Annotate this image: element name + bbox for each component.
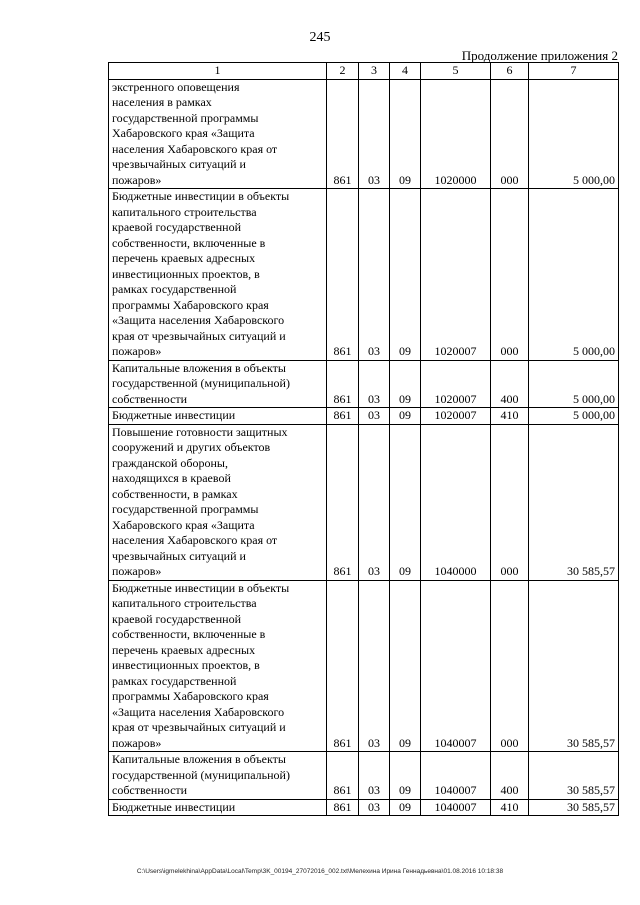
row-description xyxy=(109,408,327,425)
row-code-5: 1020007 xyxy=(421,360,491,408)
row-code-3: 03 xyxy=(359,799,390,816)
row-code-2: 861 xyxy=(327,424,359,580)
description-line: Капитальные вложения в объекты xyxy=(112,360,286,375)
description-line: собственности, включенные в xyxy=(112,235,266,250)
row-code-4: 09 xyxy=(390,79,421,189)
budget-table xyxy=(108,62,619,816)
description-line: капитального строительства xyxy=(112,204,257,219)
description-line: сооружений и других объектов xyxy=(112,440,271,454)
row-amount: 30 585,57 xyxy=(529,424,619,580)
row-description xyxy=(109,752,327,800)
row-code-2: 861 xyxy=(327,408,359,425)
description-line: «Защита населения Хабаровского xyxy=(112,313,285,327)
description-line: перечень краевых адресных xyxy=(112,642,256,657)
row-amount: 5 000,00 xyxy=(529,360,619,408)
header-col-3: 3 xyxy=(359,63,390,80)
row-code-3: 03 xyxy=(359,360,390,408)
description-line: государственной программы xyxy=(112,110,259,125)
description-line: края от чрезвычайных ситуаций и xyxy=(112,328,286,343)
description-line: краевой государственной xyxy=(112,611,242,626)
description-line: Повышение готовности защитных xyxy=(112,424,288,439)
row-amount: 5 000,00 xyxy=(529,408,619,425)
header-col-5: 5 xyxy=(421,63,491,80)
description-line: инвестиционных проектов, в xyxy=(112,266,260,281)
row-code-4: 09 xyxy=(390,580,421,752)
row-code-5: 1040007 xyxy=(421,752,491,800)
row-code-6: 000 xyxy=(491,189,529,361)
row-code-4: 09 xyxy=(390,360,421,408)
description-line: капитального строительства xyxy=(112,596,257,610)
row-code-6: 400 xyxy=(491,360,529,408)
description-line: чрезвычайных ситуаций и xyxy=(112,157,246,171)
description-line: пожаров» xyxy=(112,172,162,187)
row-amount: 30 585,57 xyxy=(529,580,619,752)
description-line: рамках государственной xyxy=(112,673,237,688)
row-code-5: 1020007 xyxy=(421,408,491,425)
description-line: Капитальные вложения в объекты xyxy=(112,752,286,766)
header-col-1: 1 xyxy=(109,63,327,80)
row-description xyxy=(109,360,327,408)
row-code-3: 03 xyxy=(359,79,390,189)
description-line: рамках государственной xyxy=(112,282,237,296)
table-body xyxy=(109,79,619,816)
description-line: краевой государственной xyxy=(112,220,242,234)
row-code-2: 861 xyxy=(327,79,359,189)
description-line: края от чрезвычайных ситуаций и xyxy=(112,720,286,734)
table-row xyxy=(109,189,619,361)
row-code-5: 1040007 xyxy=(421,580,491,752)
description-line: Бюджетные инвестиции xyxy=(112,799,236,814)
row-code-5: 1040007 xyxy=(421,799,491,816)
file-path-footer: C:\Users\igmelekhina\AppData\Local\Temp\3K_00194_27072016_002.txt\Мелехина Ирина Геннадьевна\01.08.2016 10:18:38 xyxy=(136,868,504,875)
row-description xyxy=(109,580,327,752)
row-amount: 5 000,00 xyxy=(529,79,619,189)
row-amount: 5 000,00 xyxy=(529,189,619,361)
description-line: Бюджетные инвестиции в объекты xyxy=(112,189,290,203)
header-row xyxy=(109,63,619,80)
row-code-2: 861 xyxy=(327,189,359,361)
description-line: Хабаровского края «Защита xyxy=(112,517,255,532)
row-description xyxy=(109,799,327,816)
row-code-6: 000 xyxy=(491,580,529,752)
row-code-4: 09 xyxy=(390,752,421,800)
row-code-2: 861 xyxy=(327,799,359,816)
header-col-7: 7 xyxy=(529,63,619,80)
table-row xyxy=(109,360,619,408)
row-description xyxy=(109,79,327,189)
description-line: гражданской обороны, xyxy=(112,455,228,470)
row-code-6: 410 xyxy=(491,408,529,425)
row-code-4: 09 xyxy=(390,408,421,425)
row-code-5: 1020000 xyxy=(421,79,491,189)
row-code-4: 09 xyxy=(390,799,421,816)
description-line: Бюджетные инвестиции в объекты xyxy=(112,580,290,595)
row-code-3: 03 xyxy=(359,580,390,752)
table-row xyxy=(109,408,619,425)
description-line: собственности, в рамках xyxy=(112,486,238,501)
table-row xyxy=(109,424,619,580)
table-row xyxy=(109,580,619,752)
header-col-4: 4 xyxy=(390,63,421,80)
description-line: государственной программы xyxy=(112,502,259,516)
header-col-2: 2 xyxy=(327,63,359,80)
description-line: населения в рамках xyxy=(112,95,212,109)
row-code-5: 1020007 xyxy=(421,189,491,361)
description-line: программы Хабаровского края xyxy=(112,297,269,312)
description-line: собственности xyxy=(112,391,188,406)
row-code-6: 400 xyxy=(491,752,529,800)
table-row xyxy=(109,79,619,189)
row-amount: 30 585,57 xyxy=(529,799,619,816)
row-code-6: 000 xyxy=(491,79,529,189)
row-description xyxy=(109,189,327,361)
description-line: перечень краевых адресных xyxy=(112,251,256,265)
row-code-3: 03 xyxy=(359,424,390,580)
row-code-3: 03 xyxy=(359,189,390,361)
description-line: находящихся в краевой xyxy=(112,471,231,485)
description-line: «Защита населения Хабаровского xyxy=(112,704,285,719)
row-description xyxy=(109,424,327,580)
header-col-6: 6 xyxy=(491,63,529,80)
row-code-2: 861 xyxy=(327,752,359,800)
description-line: собственности, включенные в xyxy=(112,627,266,641)
description-line: населения Хабаровского края от xyxy=(112,533,278,547)
description-line: собственности xyxy=(112,783,188,797)
description-line: пожаров» xyxy=(112,344,162,358)
row-code-6: 000 xyxy=(491,424,529,580)
description-line: населения Хабаровского края от xyxy=(112,141,278,156)
table-row xyxy=(109,799,619,816)
row-code-3: 03 xyxy=(359,408,390,425)
row-amount: 30 585,57 xyxy=(529,752,619,800)
row-code-3: 03 xyxy=(359,752,390,800)
row-code-5: 1040000 xyxy=(421,424,491,580)
page-number: 245 xyxy=(309,30,331,45)
description-line: программы Хабаровского края xyxy=(112,689,269,703)
table-row xyxy=(109,752,619,800)
description-line: чрезвычайных ситуаций и xyxy=(112,548,246,563)
row-code-4: 09 xyxy=(390,189,421,361)
row-code-2: 861 xyxy=(327,360,359,408)
description-line: Хабаровского края «Защита xyxy=(112,126,255,140)
description-line: пожаров» xyxy=(112,564,162,578)
description-line: пожаров» xyxy=(112,735,162,750)
description-line: государственной (муниципальной) xyxy=(112,767,290,782)
row-code-2: 861 xyxy=(327,580,359,752)
description-line: инвестиционных проектов, в xyxy=(112,658,260,672)
description-line: Бюджетные инвестиции xyxy=(112,408,236,422)
row-code-6: 410 xyxy=(491,799,529,816)
description-line: экстренного оповещения xyxy=(112,79,240,94)
continuation-label: Продолжение приложения 2 xyxy=(461,48,618,63)
description-line: государственной (муниципальной) xyxy=(112,376,290,390)
row-code-4: 09 xyxy=(390,424,421,580)
